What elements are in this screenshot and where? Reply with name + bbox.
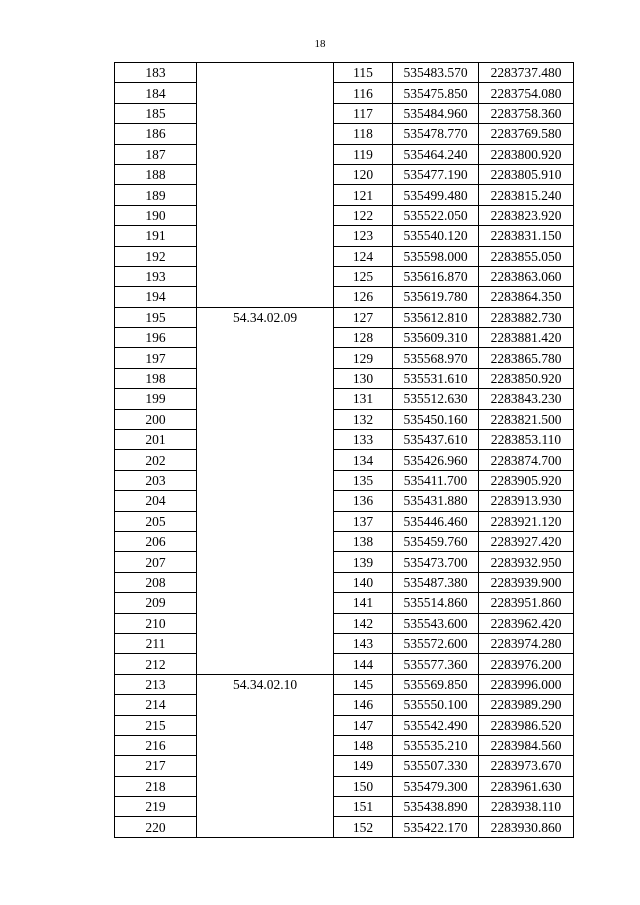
point-number-cell: 195 [115,307,197,327]
y-coordinate-cell: 2283932.950 [479,552,574,572]
y-coordinate-cell: 2283853.110 [479,430,574,450]
point-number-cell: 211 [115,633,197,653]
x-coordinate-cell: 535550.100 [393,695,479,715]
vertex-number-cell: 136 [334,491,393,511]
parcel-code-cell: 54.34.02.10 [197,674,334,837]
vertex-number-cell: 144 [334,654,393,674]
y-coordinate-cell: 2283938.110 [479,797,574,817]
point-number-cell: 200 [115,409,197,429]
vertex-number-cell: 150 [334,776,393,796]
point-number-cell: 199 [115,389,197,409]
y-coordinate-cell: 2283855.050 [479,246,574,266]
coordinates-table-body [115,63,574,838]
table-row [115,776,574,796]
y-coordinate-cell: 2283984.560 [479,735,574,755]
x-coordinate-cell: 535616.870 [393,266,479,286]
page-number: 18 [314,38,326,50]
table-row [115,328,574,348]
table-row [115,144,574,164]
vertex-number-cell: 119 [334,144,393,164]
point-number-cell: 185 [115,103,197,123]
x-coordinate-cell: 535473.700 [393,552,479,572]
x-coordinate-cell: 535437.610 [393,430,479,450]
point-number-cell: 218 [115,776,197,796]
point-number-cell: 206 [115,531,197,551]
table-row [115,348,574,368]
y-coordinate-cell: 2283921.120 [479,511,574,531]
table-row [115,103,574,123]
x-coordinate-cell: 535487.380 [393,572,479,592]
point-number-cell: 192 [115,246,197,266]
vertex-number-cell: 121 [334,185,393,205]
vertex-number-cell: 146 [334,695,393,715]
vertex-number-cell: 122 [334,205,393,225]
vertex-number-cell: 152 [334,817,393,837]
point-number-cell: 215 [115,715,197,735]
x-coordinate-cell: 535411.700 [393,470,479,490]
table-row [115,450,574,470]
y-coordinate-cell: 2283831.150 [479,226,574,246]
point-number-cell: 201 [115,430,197,450]
y-coordinate-cell: 2283951.860 [479,593,574,613]
x-coordinate-cell: 535543.600 [393,613,479,633]
y-coordinate-cell: 2283962.420 [479,613,574,633]
vertex-number-cell: 148 [334,735,393,755]
point-number-cell: 219 [115,797,197,817]
table-row [115,185,574,205]
x-coordinate-cell: 535542.490 [393,715,479,735]
table-row [115,307,574,327]
table-row [115,491,574,511]
vertex-number-cell: 134 [334,450,393,470]
table-row [115,266,574,286]
point-number-cell: 216 [115,735,197,755]
vertex-number-cell: 138 [334,531,393,551]
vertex-number-cell: 145 [334,674,393,694]
vertex-number-cell: 129 [334,348,393,368]
point-number-cell: 204 [115,491,197,511]
table-row [115,124,574,144]
table-row [115,287,574,307]
y-coordinate-cell: 2283930.860 [479,817,574,837]
vertex-number-cell: 135 [334,470,393,490]
x-coordinate-cell: 535577.360 [393,654,479,674]
table-row [115,226,574,246]
x-coordinate-cell: 535446.460 [393,511,479,531]
y-coordinate-cell: 2283882.730 [479,307,574,327]
table-row [115,511,574,531]
point-number-cell: 184 [115,83,197,103]
table-row [115,83,574,103]
vertex-number-cell: 147 [334,715,393,735]
y-coordinate-cell: 2283821.500 [479,409,574,429]
table-row [115,470,574,490]
x-coordinate-cell: 535514.860 [393,593,479,613]
y-coordinate-cell: 2283913.930 [479,491,574,511]
y-coordinate-cell: 2283996.000 [479,674,574,694]
point-number-cell: 196 [115,328,197,348]
y-coordinate-cell: 2283800.920 [479,144,574,164]
x-coordinate-cell: 535609.310 [393,328,479,348]
y-coordinate-cell: 2283769.580 [479,124,574,144]
vertex-number-cell: 137 [334,511,393,531]
vertex-number-cell: 124 [334,246,393,266]
x-coordinate-cell: 535475.850 [393,83,479,103]
vertex-number-cell: 127 [334,307,393,327]
point-number-cell: 197 [115,348,197,368]
vertex-number-cell: 120 [334,164,393,184]
point-number-cell: 208 [115,572,197,592]
table-row [115,430,574,450]
y-coordinate-cell: 2283865.780 [479,348,574,368]
x-coordinate-cell: 535598.000 [393,246,479,266]
x-coordinate-cell: 535477.190 [393,164,479,184]
y-coordinate-cell: 2283843.230 [479,389,574,409]
y-coordinate-cell: 2283815.240 [479,185,574,205]
table-row [115,389,574,409]
y-coordinate-cell: 2283850.920 [479,368,574,388]
point-number-cell: 203 [115,470,197,490]
vertex-number-cell: 118 [334,124,393,144]
table-row [115,205,574,225]
table-row [115,164,574,184]
x-coordinate-cell: 535568.970 [393,348,479,368]
vertex-number-cell: 143 [334,633,393,653]
vertex-number-cell: 139 [334,552,393,572]
x-coordinate-cell: 535450.160 [393,409,479,429]
table-row [115,572,574,592]
point-number-cell: 213 [115,674,197,694]
table-row [115,695,574,715]
table-row [115,409,574,429]
x-coordinate-cell: 535612.810 [393,307,479,327]
parcel-code-cell: 54.34.02.09 [197,307,334,674]
table-row [115,797,574,817]
table-row [115,654,574,674]
vertex-number-cell: 133 [334,430,393,450]
vertex-number-cell: 140 [334,572,393,592]
x-coordinate-cell: 535535.210 [393,735,479,755]
vertex-number-cell: 128 [334,328,393,348]
x-coordinate-cell: 535569.850 [393,674,479,694]
table-row [115,613,574,633]
y-coordinate-cell: 2283881.420 [479,328,574,348]
y-coordinate-cell: 2283737.480 [479,63,574,83]
table-row [115,63,574,83]
y-coordinate-cell: 2283863.060 [479,266,574,286]
point-number-cell: 187 [115,144,197,164]
table-row [115,368,574,388]
x-coordinate-cell: 535619.780 [393,287,479,307]
vertex-number-cell: 115 [334,63,393,83]
y-coordinate-cell: 2283976.200 [479,654,574,674]
vertex-number-cell: 151 [334,797,393,817]
x-coordinate-cell: 535438.890 [393,797,479,817]
y-coordinate-cell: 2283805.910 [479,164,574,184]
parcel-code-cell [197,63,334,308]
y-coordinate-cell: 2283986.520 [479,715,574,735]
y-coordinate-cell: 2283823.920 [479,205,574,225]
y-coordinate-cell: 2283927.420 [479,531,574,551]
vertex-number-cell: 130 [334,368,393,388]
x-coordinate-cell: 535540.120 [393,226,479,246]
table-row [115,633,574,653]
x-coordinate-cell: 535426.960 [393,450,479,470]
point-number-cell: 220 [115,817,197,837]
y-coordinate-cell: 2283974.280 [479,633,574,653]
vertex-number-cell: 126 [334,287,393,307]
y-coordinate-cell: 2283758.360 [479,103,574,123]
point-number-cell: 207 [115,552,197,572]
table-row [115,715,574,735]
x-coordinate-cell: 535479.300 [393,776,479,796]
x-coordinate-cell: 535464.240 [393,144,479,164]
x-coordinate-cell: 535507.330 [393,756,479,776]
table-row [115,756,574,776]
table-row [115,817,574,837]
table-row [115,246,574,266]
vertex-number-cell: 149 [334,756,393,776]
point-number-cell: 194 [115,287,197,307]
vertex-number-cell: 117 [334,103,393,123]
point-number-cell: 202 [115,450,197,470]
x-coordinate-cell: 535422.170 [393,817,479,837]
y-coordinate-cell: 2283961.630 [479,776,574,796]
y-coordinate-cell: 2283973.670 [479,756,574,776]
point-number-cell: 212 [115,654,197,674]
x-coordinate-cell: 535499.480 [393,185,479,205]
coordinates-table [114,62,574,838]
x-coordinate-cell: 535431.880 [393,491,479,511]
vertex-number-cell: 132 [334,409,393,429]
table-row [115,593,574,613]
x-coordinate-cell: 535572.600 [393,633,479,653]
x-coordinate-cell: 535478.770 [393,124,479,144]
point-number-cell: 183 [115,63,197,83]
point-number-cell: 209 [115,593,197,613]
y-coordinate-cell: 2283939.900 [479,572,574,592]
y-coordinate-cell: 2283989.290 [479,695,574,715]
vertex-number-cell: 142 [334,613,393,633]
vertex-number-cell: 123 [334,226,393,246]
point-number-cell: 188 [115,164,197,184]
y-coordinate-cell: 2283905.920 [479,470,574,490]
point-number-cell: 186 [115,124,197,144]
vertex-number-cell: 131 [334,389,393,409]
table-row [115,552,574,572]
table-row [115,531,574,551]
vertex-number-cell: 125 [334,266,393,286]
point-number-cell: 198 [115,368,197,388]
y-coordinate-cell: 2283874.700 [479,450,574,470]
point-number-cell: 217 [115,756,197,776]
x-coordinate-cell: 535512.630 [393,389,479,409]
point-number-cell: 210 [115,613,197,633]
point-number-cell: 189 [115,185,197,205]
x-coordinate-cell: 535484.960 [393,103,479,123]
point-number-cell: 205 [115,511,197,531]
x-coordinate-cell: 535522.050 [393,205,479,225]
y-coordinate-cell: 2283754.080 [479,83,574,103]
point-number-cell: 214 [115,695,197,715]
point-number-cell: 193 [115,266,197,286]
point-number-cell: 191 [115,226,197,246]
x-coordinate-cell: 535483.570 [393,63,479,83]
point-number-cell: 190 [115,205,197,225]
table-row [115,735,574,755]
table-row [115,674,574,694]
y-coordinate-cell: 2283864.350 [479,287,574,307]
x-coordinate-cell: 535459.760 [393,531,479,551]
x-coordinate-cell: 535531.610 [393,368,479,388]
vertex-number-cell: 141 [334,593,393,613]
vertex-number-cell: 116 [334,83,393,103]
